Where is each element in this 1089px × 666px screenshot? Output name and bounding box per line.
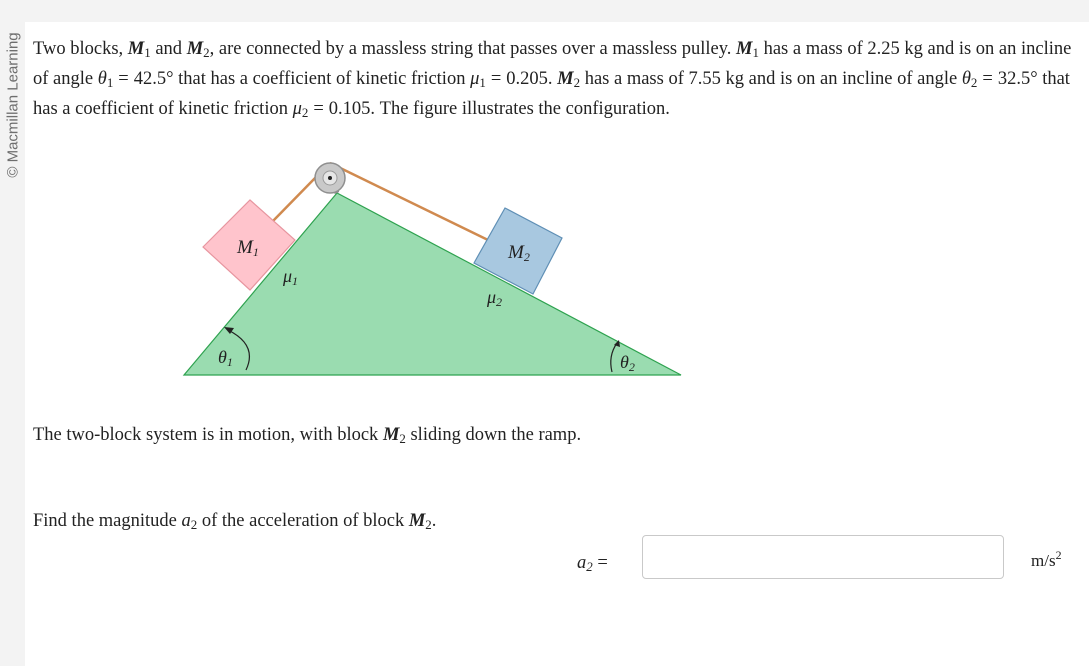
problem-text: Two blocks, $M_1$ and $M_2$, are connected by a massless string that passes over a massless pulley. $M_1$ has a mass of 2.25 kg and is on an incline of angle $\theta_1 = 42.5^\circ$ that has a coefficient of kinetic friction $\mu_1 = 0.205$. $M_2$ has a mass of 7.55 kg and is on an incline of angle $\theta_2 = 32.5^\circ$ that has a coefficient of kinetic friction $\mu_2 = 0.105$. The figure illustrates the configuration.	[33, 39, 1072, 120]
string-left	[272, 175, 318, 222]
watermark-text: © Macmillan Learning	[4, 32, 22, 178]
copyright-watermark	[2, 0, 24, 210]
mu2-label: μ2	[487, 287, 503, 309]
acceleration-answer-input[interactable]	[642, 535, 1004, 579]
answer-unit: $m/s^2$	[1031, 548, 1062, 570]
pulley	[315, 163, 345, 193]
theta1-label: θ1	[218, 347, 233, 369]
incline-figure	[170, 150, 690, 382]
motion-statement: The two-block system is in motion, with block $M_2$ sliding down the ramp.	[33, 425, 582, 446]
theta2-label: θ2	[620, 352, 635, 374]
block-m1-label: M1	[237, 237, 259, 259]
answer-label: $a_2$ =	[577, 553, 608, 574]
mu1-label: μ1	[283, 266, 299, 288]
block-m2-label: M2	[508, 242, 530, 264]
question-text: Find the magnitude $a_2$ of the acceleration of block $M_2$.	[33, 511, 437, 532]
